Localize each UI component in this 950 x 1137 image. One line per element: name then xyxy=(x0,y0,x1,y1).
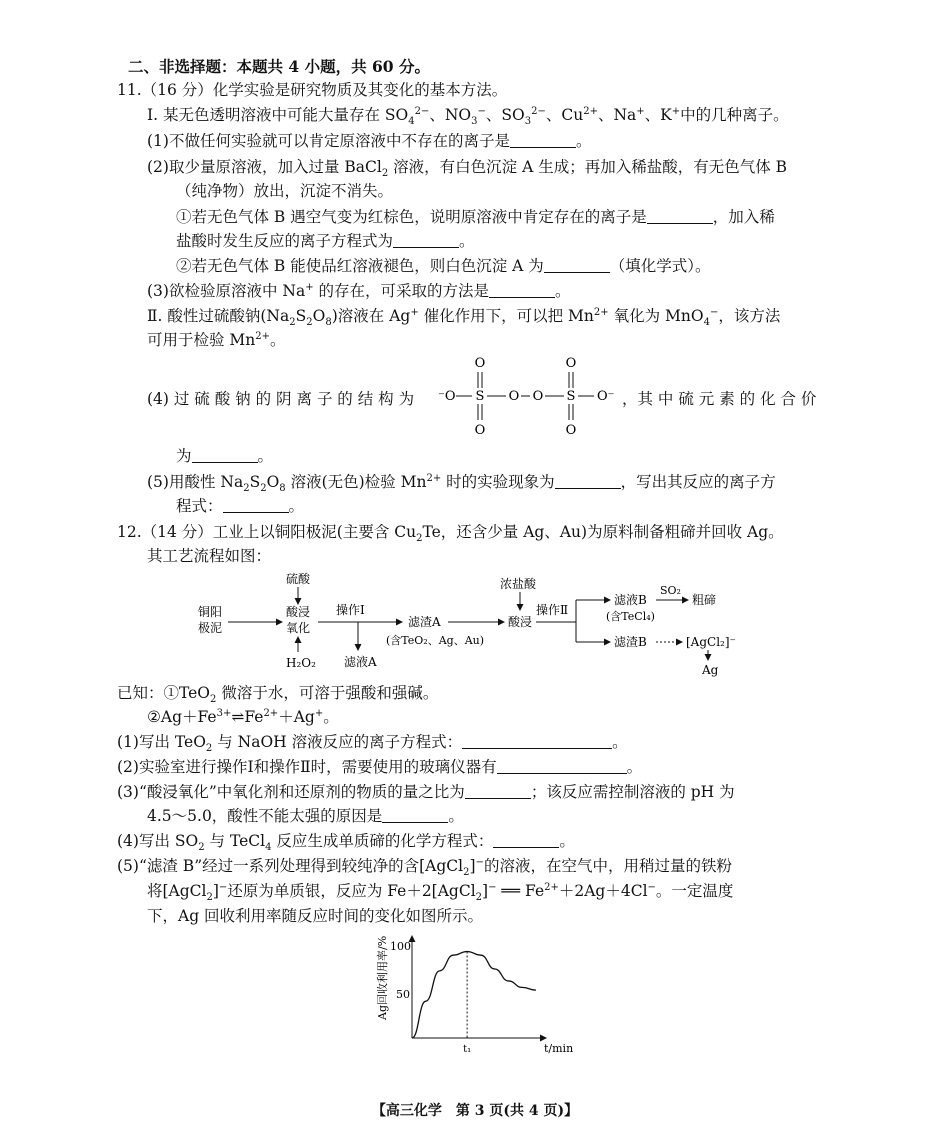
svg-text:O: O xyxy=(532,389,544,404)
flow-op-1: 操作Ⅰ xyxy=(336,603,365,617)
q11-2a: (2)取少量原溶液，加入过量 BaCl$_2$ 溶液，有白色沉淀 A 生成；再加入稀盐酸，有无色气体 B xyxy=(147,158,788,180)
flow-residue-a-note: (含TeO₂、Ag、Au) xyxy=(386,634,485,647)
answer-blank xyxy=(382,808,448,823)
q11-5b: 程式： 。 xyxy=(176,497,305,515)
q11-part2a: Ⅱ. 酸性过硫酸钠$(Na_2S_2O_8)$溶液在 Ag+ 催化作用下，可以把 $Mn^{2+}$ 氧化为 MnO$_4$−，该方法 xyxy=(147,306,781,329)
ag-recovery-chart xyxy=(360,928,590,1058)
q12-5c: 下，Ag 回收利用率随反应时间的变化如图所示。 xyxy=(147,907,484,925)
persulfate-structure xyxy=(436,352,622,440)
flow-hcl: 浓盐酸 xyxy=(500,577,537,591)
svg-text:O: O xyxy=(474,356,486,371)
q12-3a: (3)“酸浸氧化”中氧化剂和还原剂的物质的量之比为 ；该反应需控制溶液的 pH 为 xyxy=(117,783,735,801)
svg-text:O: O xyxy=(565,356,577,371)
flow-h2o2: H₂O₂ xyxy=(286,656,316,670)
q12-4: (4)写出 $SO_2$ 与 TeCl$_4$ 反应生成单质碲的化学方程式： 。 xyxy=(117,832,575,854)
flow-residue-b: 滤渣B xyxy=(614,635,647,649)
reaction-arrow: ══ xyxy=(496,882,526,900)
svg-text:S: S xyxy=(566,389,576,404)
answer-blank xyxy=(462,734,612,749)
flow-acid: 硫酸 xyxy=(286,572,311,586)
chart-ytick-50: 50 xyxy=(396,988,410,1001)
answer-blank xyxy=(393,233,459,248)
flow-filtrate-a: 滤液A xyxy=(344,655,377,669)
svg-text:O: O xyxy=(474,423,486,438)
flow-so2: SO₂ xyxy=(660,584,681,597)
equilibrium-arrow: ⇌ xyxy=(231,708,245,726)
chart-xlabel: t/min xyxy=(544,1042,574,1055)
flow-ag: Ag xyxy=(702,663,719,677)
svg-text:⁻O: ⁻O xyxy=(438,389,456,404)
q11-3: (3)欲检验原溶液中 Na+ 的存在，可采取的方法是 。 xyxy=(147,281,571,300)
q12-known-2: $②Ag+Fe^{3+}\rightleftharpoons Fe^{2+}+Ag^+$。 xyxy=(147,707,339,726)
flow-agcl2: [AgCl₂]⁻ xyxy=(686,635,736,649)
svg-text:O⁻: O⁻ xyxy=(597,389,615,404)
q12-head: 12.（14 分）工业上以铜阳极泥(主要含 $Cu_2Te$，还含少量 Ag、Au)为原料制备粗碲并回收 Ag。 xyxy=(117,523,784,545)
q12-3b: 4.5～5.0，酸性不能太强的原因是 。 xyxy=(147,807,464,825)
flow-raw-1: 铜阳 xyxy=(198,605,223,619)
q12-known-1: 已知：①TeO$_2$ 微溶于水，可溶于强酸和强碱。 xyxy=(117,684,439,706)
flow-residue-a: 滤渣A xyxy=(408,615,441,629)
svg-text:O: O xyxy=(565,423,577,438)
answer-blank xyxy=(489,283,555,298)
q11-4a: (4) 过 硫 酸 钠 的 阴 离 子 的 结 构 为 xyxy=(147,390,415,408)
answer-blank xyxy=(223,498,289,513)
flow-crude-te: 粗碲 xyxy=(692,593,717,607)
q11-4c: 为 。 xyxy=(176,447,274,465)
q11-4b: ，其 中 硫 元 素 的 化 合 价 xyxy=(622,390,817,408)
q11-2b: （纯净物）放出，沉淀不消失。 xyxy=(176,182,394,200)
flow-leach-1: 酸浸 xyxy=(286,605,311,619)
q11-1: (1)不做任何实验就可以肯定原溶液中不存在的离子是 。 xyxy=(147,132,592,150)
page-footer: 【高三化学 第 3 页(共 4 页)】 xyxy=(371,1103,579,1119)
answer-blank xyxy=(647,209,713,224)
process-flow-diagram xyxy=(190,570,770,678)
flow-leach-3: 酸浸 xyxy=(508,615,533,629)
answer-blank xyxy=(465,784,531,799)
flow-filtrate-b: 滤液B xyxy=(614,593,647,607)
q11-part1: Ⅰ. 某无色透明溶液中可能大量存在 $SO_4^{2-}$、$NO_3^-$、$SO_3^{2-}$、$Cu^{2+}$、Na+、K+中的几种离子。 xyxy=(147,105,789,128)
q12-head2: 其工艺流程如图： xyxy=(147,547,272,565)
q12-1: (1)写出 TeO$_2$ 与 NaOH 溶液反应的离子方程式： 。 xyxy=(117,733,628,755)
answer-blank xyxy=(192,448,258,463)
q11-5a: (5)用酸性 $Na_2S_2O_8$ 溶液(无色)检验 $Mn^{2+}$ 时的实验现象为 ，写出其反应的离子方 xyxy=(147,472,776,495)
flow-raw-2: 极泥 xyxy=(198,621,223,635)
flow-filtrate-b-note: (含TeCl₄) xyxy=(606,610,655,623)
q11-head: 11.（16 分）化学实验是研究物质及其变化的基本方法。 xyxy=(117,81,508,99)
chart-xtick-t1: t₁ xyxy=(463,1044,472,1055)
svg-text:S: S xyxy=(475,389,485,404)
q11-2c2: 盐酸时发生反应的离子方程式为 。 xyxy=(176,232,475,250)
chart-ylabel: Ag回收利用率/% xyxy=(376,935,389,1020)
q12-2: (2)实验室进行操作Ⅰ和操作Ⅱ时，需要使用的玻璃仪器有 。 xyxy=(117,758,643,776)
q12-5a: (5)“滤渣 B”经过一系列处理得到较纯净的含[AgCl$_2$]−的溶液，在空气中，用稍过量的铁粉 xyxy=(117,856,732,879)
svg-text:O: O xyxy=(508,389,520,404)
answer-blank xyxy=(544,258,610,273)
flow-leach-2: 氧化 xyxy=(286,621,311,635)
q12-5b: 将[AgCl$_2$]−还原为单质银，反应为 Fe＋2[AgCl$_2$]− ══ $Fe^{2+}+2Ag+4Cl^-$。一定温度 xyxy=(147,881,734,904)
answer-blank xyxy=(493,833,559,848)
answer-blank xyxy=(555,474,621,489)
flow-op-2: 操作Ⅱ xyxy=(536,603,569,617)
answer-blank xyxy=(497,759,627,774)
chart-series-line xyxy=(412,952,536,1038)
answer-blank xyxy=(510,133,576,148)
q11-2d: ②若无色气体 B 能使品红溶液褪色，则白色沉淀 A 为 （填化学式）。 xyxy=(176,257,711,275)
q11-part2b: 可用于检验 $Mn^{2+}$。 xyxy=(147,330,286,349)
chart-ytick-100: 100 xyxy=(390,940,411,953)
section-title: 二、非选择题：本题共 4 小题，共 60 分。 xyxy=(128,57,430,76)
q11-2c1: ①若无色气体 B 遇空气变为红棕色，说明原溶液中肯定存在的离子是 ，加入稀 xyxy=(176,208,775,226)
